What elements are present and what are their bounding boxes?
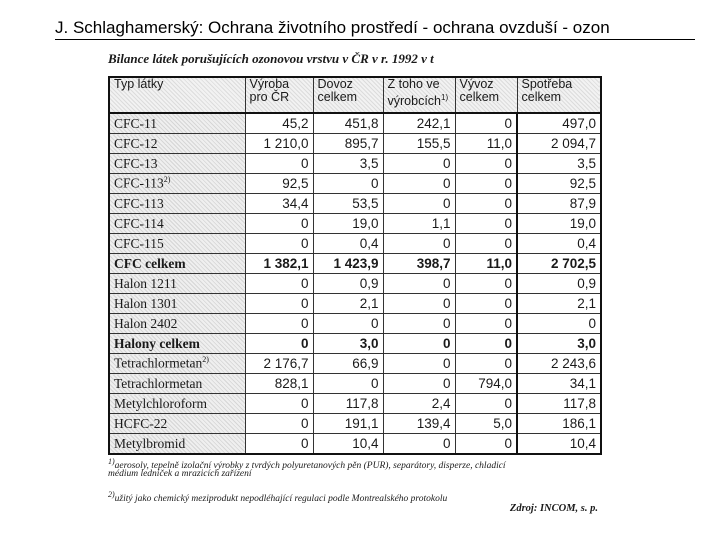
table-row [109,414,601,434]
value-cell: 2,4 [383,394,455,414]
value-cell: 2 702,5 [517,254,601,274]
substance-name-cell: Metylchloroform [109,394,245,414]
substance-name-cell: CFC celkem [109,254,245,274]
value-cell: 1 210,0 [245,134,313,154]
value-cell: 92,5 [517,174,601,194]
substance-name-cell: CFC-12 [109,134,245,154]
value-cell: 0 [383,274,455,294]
table-row [109,214,601,234]
value-cell: 0 [455,234,517,254]
value-cell: 5,0 [455,414,517,434]
value-cell: 0 [383,194,455,214]
value-cell: 0 [383,334,455,354]
value-cell: 0 [455,214,517,234]
table-row [109,134,601,154]
substance-name-cell: Halon 2402 [109,314,245,334]
value-cell: 2 176,7 [245,354,313,374]
value-cell: 0 [455,434,517,455]
substance-name-cell: CFC-113 [109,194,245,214]
footnote-1-continued: médium ledniček a mrazicích zařízení [108,469,252,479]
substance-name-cell: CFC-11 [109,113,245,134]
value-cell: 2,1 [517,294,601,314]
table-row [109,174,601,194]
value-cell: 117,8 [313,394,383,414]
table-row [109,274,601,294]
value-cell: 0 [245,274,313,294]
value-cell: 186,1 [517,414,601,434]
value-cell: 0 [455,274,517,294]
value-cell: 0,9 [517,274,601,294]
value-cell: 0 [245,434,313,455]
value-cell: 0 [383,174,455,194]
value-cell: 3,5 [313,154,383,174]
substance-name-cell: Tetrachlormetan$^{2)}$ [109,354,245,374]
value-cell: 0 [455,314,517,334]
value-cell: 0 [313,174,383,194]
value-cell: 1 423,9 [313,254,383,274]
footnote-1: $^{1)}$aerosoly, tepelně izolační výrobky z tvrdých polyuretanových pěn (PUR), separátory, disperze, chladicí [108,457,506,472]
value-cell: 794,0 [455,374,517,394]
value-cell: 10,4 [313,434,383,455]
value-cell: 0 [245,414,313,434]
substance-name-cell: Metylbromid [109,434,245,455]
table-row [109,354,601,374]
value-cell: 0 [383,294,455,314]
value-cell: 242,1 [383,113,455,134]
substance-name-cell: CFC-113$^{2)}$ [109,174,245,194]
value-cell: 34,1 [517,374,601,394]
value-cell: 398,7 [383,254,455,274]
value-cell: 0 [245,154,313,174]
substance-name-cell: CFC-115 [109,234,245,254]
table-row [109,234,601,254]
header-in-products: Z toho ve výrobcích$^{1)}$ [383,77,455,113]
value-cell: 139,4 [383,414,455,434]
value-cell: 0 [313,314,383,334]
value-cell: 0 [245,214,313,234]
header-export: Vývoz celkem [455,77,517,113]
table-row [109,254,601,274]
value-cell: 53,5 [313,194,383,214]
value-cell: 10,4 [517,434,601,455]
value-cell: 2 094,7 [517,134,601,154]
value-cell: 828,1 [245,374,313,394]
value-cell: 3,0 [517,334,601,354]
substance-name-cell: CFC-114 [109,214,245,234]
scanned-table-image [104,48,604,533]
value-cell: 155,5 [383,134,455,154]
value-cell: 0 [455,154,517,174]
source-note: Zdroj: INCOM, s. p. [509,503,598,514]
substance-name-cell: Halon 1301 [109,294,245,314]
footnote-2: $^{2)}$užitý jako chemický meziprodukt nepodléhající regulaci podle Montrealského protokolu [108,490,448,505]
header-substance-type: Typ látky [109,77,245,113]
value-cell: 0 [455,334,517,354]
value-cell: 0 [455,194,517,214]
value-cell: 87,9 [517,194,601,214]
balance-table [108,76,602,455]
value-cell: 19,0 [517,214,601,234]
substance-name-cell: Tetrachlormetan [109,374,245,394]
table-row [109,194,601,214]
table-row [109,113,601,134]
value-cell: 0 [383,154,455,174]
value-cell: 117,8 [517,394,601,414]
value-cell: 1,1 [383,214,455,234]
value-cell: 0,9 [313,274,383,294]
value-cell: 451,8 [313,113,383,134]
value-cell: 0 [455,113,517,134]
table-row [109,374,601,394]
table-row [109,394,601,414]
value-cell: 66,9 [313,354,383,374]
table-row [109,154,601,174]
value-cell: 34,4 [245,194,313,214]
value-cell: 0 [313,374,383,394]
value-cell: 0 [383,314,455,334]
header-production: Výroba pro ČR [245,77,313,113]
substance-name-cell: HCFC-22 [109,414,245,434]
value-cell: 191,1 [313,414,383,434]
value-cell: 0 [517,314,601,334]
value-cell: 19,0 [313,214,383,234]
value-cell: 1 382,1 [245,254,313,274]
table-row [109,294,601,314]
table-row [109,334,601,354]
value-cell: 0 [455,294,517,314]
substance-name-cell: CFC-13 [109,154,245,174]
value-cell: 0 [245,294,313,314]
value-cell: 0 [245,314,313,334]
value-cell: 0 [455,394,517,414]
value-cell: 11,0 [455,134,517,154]
value-cell: 0 [383,434,455,455]
value-cell: 0 [383,354,455,374]
value-cell: 0 [383,234,455,254]
header-consumption: Spotřeba celkem [517,77,601,113]
table-header-row [109,77,601,113]
value-cell: 92,5 [245,174,313,194]
value-cell: 2 243,6 [517,354,601,374]
table-caption: Bilance látek porušujících ozonovou vrstvu v ČR v r. 1992 v t [108,51,434,66]
table-row [109,314,601,334]
value-cell: 0 [245,334,313,354]
value-cell: 11,0 [455,254,517,274]
header-import: Dovoz celkem [313,77,383,113]
substance-name-cell: Halony celkem [109,334,245,354]
substance-name-cell: Halon 1211 [109,274,245,294]
value-cell: 0,4 [313,234,383,254]
value-cell: 3,0 [313,334,383,354]
value-cell: 0 [455,354,517,374]
value-cell: 0 [455,174,517,194]
value-cell: 3,5 [517,154,601,174]
value-cell: 0 [245,394,313,414]
value-cell: 497,0 [517,113,601,134]
value-cell: 0,4 [517,234,601,254]
value-cell: 0 [383,374,455,394]
table-row [109,434,601,455]
value-cell: 2,1 [313,294,383,314]
value-cell: 0 [245,234,313,254]
value-cell: 45,2 [245,113,313,134]
slide-title: J. Schlaghamerský: Ochrana životního prostředí - ochrana ovzduší - ozon [55,18,695,40]
value-cell: 895,7 [313,134,383,154]
